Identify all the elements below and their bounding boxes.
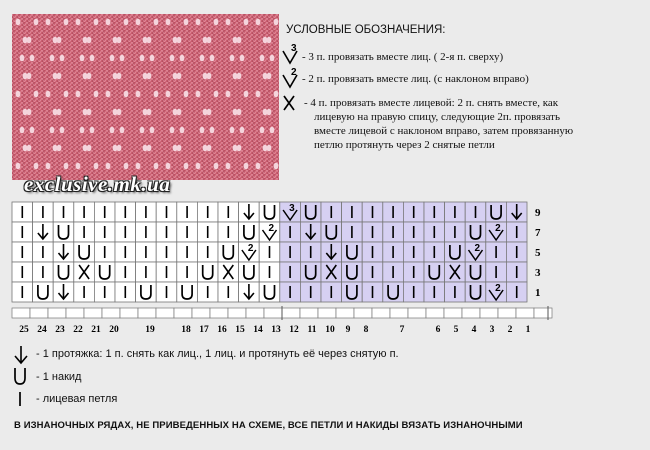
ruler-cell xyxy=(408,308,426,318)
eyelet xyxy=(87,109,92,116)
column-label: 21 xyxy=(91,325,101,335)
knit-stitch-icon xyxy=(16,390,24,408)
ruler-cell xyxy=(354,308,372,318)
ruler-cell xyxy=(426,308,444,318)
eyelet xyxy=(136,19,141,26)
ruler-cell xyxy=(282,308,300,318)
eyelet xyxy=(214,91,219,98)
eyelet xyxy=(196,91,201,98)
eyelet xyxy=(34,163,39,170)
eyelet xyxy=(87,73,92,80)
eyelet xyxy=(57,73,62,80)
ruler-cell xyxy=(66,308,84,318)
eyelet xyxy=(30,55,35,62)
eyelet xyxy=(200,55,205,62)
svg-text:2: 2 xyxy=(247,243,254,254)
eyelet xyxy=(64,163,69,170)
svg-text:2: 2 xyxy=(474,243,481,254)
eyelet xyxy=(256,91,261,98)
ruler-cell xyxy=(390,308,408,318)
eyelet xyxy=(27,73,32,80)
ruler-cell xyxy=(516,308,534,318)
column-label: 15 xyxy=(235,325,245,335)
eyelet xyxy=(200,127,205,134)
column-label: 19 xyxy=(145,325,155,335)
eyelet xyxy=(60,127,65,134)
column-label: 13 xyxy=(271,325,281,335)
eyelet xyxy=(237,109,242,116)
eyelet xyxy=(210,55,215,62)
eyelet xyxy=(226,163,231,170)
eyelet xyxy=(16,91,21,98)
eyelet xyxy=(207,37,212,44)
eyelet xyxy=(240,127,245,134)
eyelet xyxy=(34,19,39,26)
eyelet xyxy=(207,109,212,116)
eyelet xyxy=(20,127,25,134)
eyelet xyxy=(117,73,122,80)
eyelet xyxy=(60,55,65,62)
eyelet xyxy=(46,19,51,26)
column-label: 25 xyxy=(19,325,29,335)
column-label: 8 xyxy=(363,325,369,335)
eyelet xyxy=(177,37,182,44)
eyelet xyxy=(244,163,249,170)
eyelet xyxy=(237,145,242,152)
row-label: 1 xyxy=(535,287,541,299)
eyelet xyxy=(170,55,175,62)
eyelet xyxy=(180,127,185,134)
eyelet xyxy=(237,73,242,80)
knitted-swatch-photo xyxy=(12,14,279,180)
cross-stitch-icon xyxy=(282,94,296,112)
eyelet xyxy=(64,91,69,98)
arrow-down-icon xyxy=(12,344,30,366)
row-label: 7 xyxy=(535,227,541,239)
eyelet xyxy=(76,91,81,98)
eyelet xyxy=(106,19,111,26)
eyelet xyxy=(207,145,212,152)
eyelet xyxy=(80,127,85,134)
eyelet xyxy=(150,127,155,134)
row-label: 3 xyxy=(535,267,541,279)
eyelet xyxy=(147,109,152,116)
eyelet xyxy=(267,109,272,116)
eyelet xyxy=(120,127,125,134)
eyelet xyxy=(94,163,99,170)
eyelet xyxy=(57,109,62,116)
column-label: 9 xyxy=(345,325,351,335)
eyelet xyxy=(90,127,95,134)
eyelet xyxy=(240,55,245,62)
ruler-cell xyxy=(372,308,390,318)
eyelet xyxy=(110,55,115,62)
ruler-cell xyxy=(246,308,264,318)
svg-text:2: 2 xyxy=(268,223,275,234)
eyelet xyxy=(94,91,99,98)
eyelet xyxy=(230,55,235,62)
eyelet xyxy=(267,145,272,152)
ruler-cell xyxy=(48,308,66,318)
column-label: 6 xyxy=(435,325,441,335)
ruler-cell xyxy=(174,308,192,318)
legend-cross-line-2: лицевую на правую спицу, следующие 2п. провязать xyxy=(314,111,561,123)
ruler-cell xyxy=(12,308,30,318)
column-label: 3 xyxy=(489,325,495,335)
eyelet xyxy=(274,19,279,26)
column-label: 10 xyxy=(325,325,335,335)
row-label: 5 xyxy=(535,247,541,259)
ruler-cell xyxy=(336,308,354,318)
column-label: 18 xyxy=(181,325,191,335)
ruler-cell xyxy=(84,308,102,318)
eyelet xyxy=(94,19,99,26)
eyelet xyxy=(260,127,265,134)
legend-arrow-text: - 1 протяжка: 1 п. снять как лиц., 1 лиц. и протянуть её через снятую п. xyxy=(36,348,399,360)
eyelet xyxy=(166,163,171,170)
eyelet xyxy=(50,55,55,62)
ruler-cell xyxy=(138,308,156,318)
eyelet xyxy=(154,163,159,170)
eyelet xyxy=(136,91,141,98)
svg-text:2: 2 xyxy=(291,67,297,78)
eyelet xyxy=(76,19,81,26)
legend-k2tog-text: - 2 п. провязать вместе лиц. (с наклоном вправо) xyxy=(302,73,529,85)
eyelet xyxy=(177,109,182,116)
eyelet xyxy=(57,37,62,44)
eyelet xyxy=(46,91,51,98)
k3tog-icon xyxy=(280,42,300,66)
eyelet xyxy=(274,163,279,170)
eyelet xyxy=(237,37,242,44)
eyelet xyxy=(136,163,141,170)
ruler-cell xyxy=(264,308,282,318)
ruler-cell xyxy=(444,308,462,318)
eyelet xyxy=(90,55,95,62)
eyelet xyxy=(150,55,155,62)
ruler-cell xyxy=(480,308,498,318)
ruler-cell xyxy=(498,308,516,318)
eyelet xyxy=(87,145,92,152)
eyelet xyxy=(226,19,231,26)
svg-text:3: 3 xyxy=(289,203,295,214)
svg-text:3: 3 xyxy=(291,43,297,54)
legend-cross-line-1: - 4 п. провязать вместе лицевой: 2 п. снять вместе, как xyxy=(304,97,559,109)
eyelet xyxy=(214,163,219,170)
watermark: exclusive.mk.ua xyxy=(24,172,171,196)
eyelet xyxy=(120,55,125,62)
legend-title: УСЛОВНЫЕ ОБОЗНАЧЕНИЯ: xyxy=(286,24,446,36)
yarn-over-icon xyxy=(12,366,28,386)
column-label: 23 xyxy=(55,325,65,335)
eyelet xyxy=(260,55,265,62)
eyelet xyxy=(124,163,129,170)
column-label: 20 xyxy=(109,325,119,335)
eyelet xyxy=(230,127,235,134)
eyelet xyxy=(210,127,215,134)
eyelet xyxy=(256,19,261,26)
legend-k3tog-text: - 3 п. провязать вместе лиц. ( 2-я п. сверху) xyxy=(302,51,504,63)
eyelet xyxy=(214,19,219,26)
eyelet xyxy=(20,55,25,62)
eyelet xyxy=(16,163,21,170)
eyelet xyxy=(154,19,159,26)
eyelet xyxy=(147,37,152,44)
eyelet xyxy=(140,127,145,134)
eyelet xyxy=(170,127,175,134)
eyelet xyxy=(27,145,32,152)
eyelet xyxy=(196,19,201,26)
svg-text:2: 2 xyxy=(495,223,501,234)
eyelet xyxy=(177,145,182,152)
eyelet xyxy=(64,19,69,26)
column-label: 14 xyxy=(253,325,263,335)
column-label: 7 xyxy=(399,325,405,335)
eyelet xyxy=(106,163,111,170)
ruler-cell xyxy=(210,308,228,318)
column-label: 17 xyxy=(199,325,209,335)
eyelet xyxy=(207,73,212,80)
eyelet xyxy=(270,127,275,134)
eyelet xyxy=(184,163,189,170)
eyelet xyxy=(184,91,189,98)
knitting-chart xyxy=(0,196,650,336)
eyelet xyxy=(30,127,35,134)
column-label: 11 xyxy=(307,325,317,335)
column-label: 16 xyxy=(217,325,227,335)
eyelet xyxy=(244,91,249,98)
eyelet xyxy=(180,55,185,62)
legend-knit-text: - лицевая петля xyxy=(36,393,118,405)
eyelet xyxy=(117,37,122,44)
eyelet xyxy=(267,73,272,80)
ruler-cell xyxy=(120,308,138,318)
ruler-cell xyxy=(156,308,174,318)
ruler-cell xyxy=(228,308,246,318)
eyelet xyxy=(27,37,32,44)
eyelet xyxy=(267,37,272,44)
column-label: 22 xyxy=(73,325,83,335)
eyelet xyxy=(256,163,261,170)
eyelet xyxy=(274,91,279,98)
eyelet xyxy=(76,163,81,170)
ruler-cell xyxy=(462,308,480,318)
eyelet xyxy=(50,127,55,134)
ruler-cell xyxy=(300,308,318,318)
eyelet xyxy=(34,91,39,98)
eyelet xyxy=(177,73,182,80)
column-label: 12 xyxy=(289,325,299,335)
legend-yo-text: - 1 накид xyxy=(36,371,82,383)
column-label: 4 xyxy=(471,325,477,335)
k2tog-icon xyxy=(280,66,300,90)
eyelet xyxy=(106,91,111,98)
eyelet xyxy=(124,91,129,98)
eyelet xyxy=(226,91,231,98)
legend-cross-line-4: петлю протянуть через 2 снятые петли xyxy=(314,139,495,151)
ruler-cell xyxy=(30,308,48,318)
eyelet xyxy=(27,109,32,116)
eyelet xyxy=(270,55,275,62)
column-label: 2 xyxy=(507,325,513,335)
eyelet xyxy=(147,73,152,80)
column-label: 24 xyxy=(37,325,47,335)
eyelet xyxy=(117,145,122,152)
legend-cross-line-3: вместе лицевой с наклоном вправо, затем провязанную xyxy=(314,125,574,137)
eyelet xyxy=(154,91,159,98)
eyelet xyxy=(117,109,122,116)
eyelet xyxy=(166,19,171,26)
stitch-legend xyxy=(0,340,650,450)
eyelet xyxy=(80,55,85,62)
eyelet xyxy=(184,19,189,26)
eyelet xyxy=(244,19,249,26)
footer-note: В ИЗНАНОЧНЫХ РЯДАХ, НЕ ПРИВЕДЕННЫХ НА СХЕМЕ, ВСЕ ПЕТЛИ И НАКИДЫ ВЯЗАТЬ ИЗНАНОЧНЫМИ xyxy=(14,420,523,431)
column-label: 5 xyxy=(453,325,459,335)
ruler-cell xyxy=(192,308,210,318)
eyelet xyxy=(46,163,51,170)
ruler-cell xyxy=(102,308,120,318)
svg-text:2: 2 xyxy=(495,283,501,294)
eyelet xyxy=(57,145,62,152)
eyelet xyxy=(147,145,152,152)
eyelet xyxy=(87,37,92,44)
eyelet xyxy=(16,19,21,26)
eyelet xyxy=(196,163,201,170)
eyelet xyxy=(110,127,115,134)
column-label: 1 xyxy=(525,325,531,335)
eyelet xyxy=(124,19,129,26)
eyelet xyxy=(140,55,145,62)
ruler-cell xyxy=(534,308,552,318)
eyelet xyxy=(166,91,171,98)
row-label: 9 xyxy=(535,207,541,219)
ruler-cell xyxy=(318,308,336,318)
